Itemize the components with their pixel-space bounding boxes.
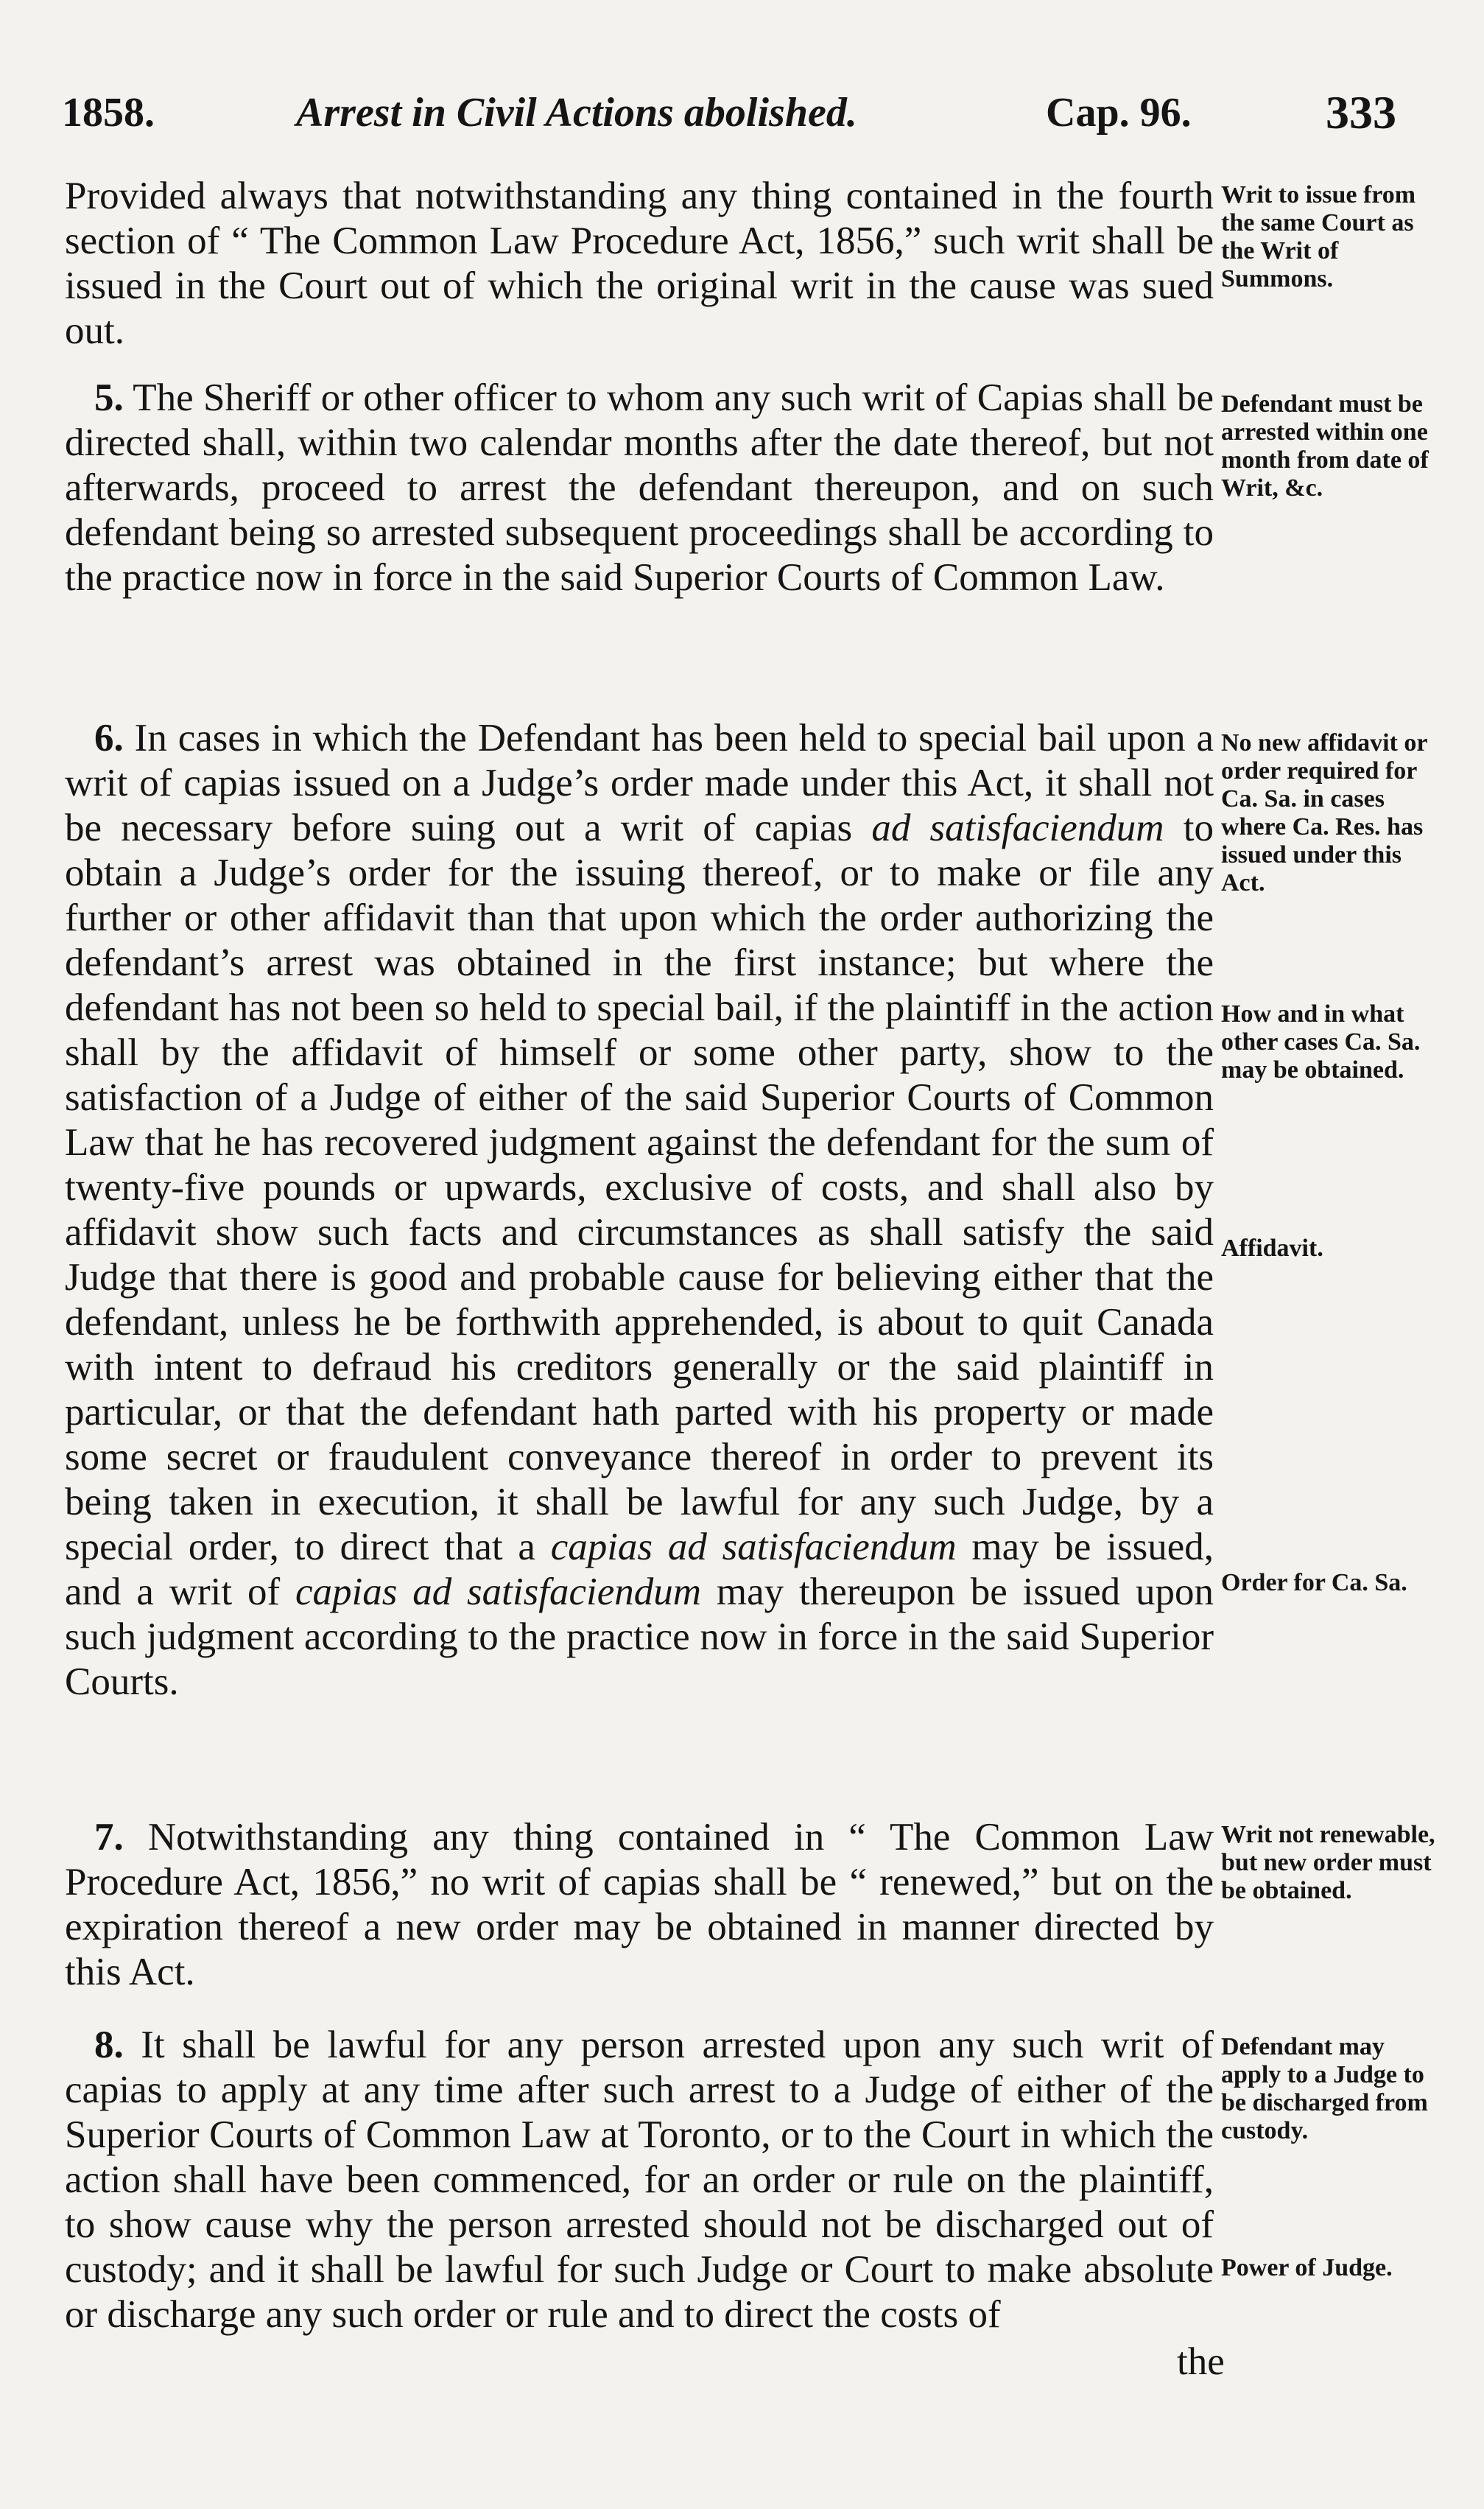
section-number: 5. <box>94 376 124 419</box>
margin-note: Writ not renewable, but new order must be obtained. <box>1221 1821 1435 1904</box>
margin-note: Defendant may apply to a Judge to be discharged from custody. <box>1221 2033 1428 2144</box>
paragraph-proviso <box>65 174 1214 354</box>
latin-term: ad satisfaciendum <box>871 807 1164 849</box>
margin-note: Order for Ca. Sa. <box>1221 1569 1407 1596</box>
header-chapter: Cap. 96. <box>1046 90 1192 136</box>
section-text-part: In cases in which the Defendant has been held to special bail upon a writ of capias issued on a Judge’s order made under this Act, it shall not be necessary before suing out a writ of capias <box>65 717 1214 849</box>
section-text-part: may thereupon be issued upon such judgment according to the practice now in force in the said Superior Courts. <box>65 1571 1214 1703</box>
section-number: 7. <box>94 1816 124 1859</box>
section-6 <box>65 716 1214 1705</box>
paragraph-text: Provided always that notwithstanding any thing contained in the fourth section of “ The Common Law Procedure Act, 1856,” such writ shall be issued in the Court out of which the original writ in the cause was sued out. <box>65 175 1214 352</box>
margin-note: No new affidavit or order required for Ca. Sa. in cases where Ca. Res. has issued under this Act. <box>1221 729 1427 896</box>
margin-note: How and in what other cases Ca. Sa. may be obtained. <box>1221 1000 1421 1084</box>
margin-note: Writ to issue from the same Court as the Writ of Summons. <box>1221 181 1416 292</box>
section-5 <box>65 376 1214 600</box>
running-head <box>62 80 1432 146</box>
section-number: 8. <box>94 2024 124 2066</box>
section-text-part: to obtain a Judge’s order for the issuing thereof, or to make or file any further or other affidavit than that upon which the order authorizing the defendant’s arrest was obtained in the first instance; but where the defendant has not been so held to special bail, if the plaintiff in the action shall by the affidavit of himself or some other party, show to the satisfaction of a Judge of either of the said Superior Courts of Common Law that he has recovered judgment against the defendant for the sum of twenty-five pounds or upwards, exclusive of costs, and shall also by affidavit show such facts and circumstances as shall satisfy the said Judge that there is good and probable cause for believing either that the defendant, unless he be forthwith apprehended, is about to quit Canada with intent to defraud his creditors generally or the said plaintiff in particular, or that the defendant hath parted with his property or made some secret or fraudulent conveyance thereof in order to prevent its being taken in execution, it shall be lawful for any such Judge, by a special order, to direct that a <box>65 807 1214 1568</box>
catchword: the <box>1177 2340 1225 2383</box>
section-text: The Sheriff or other officer to whom any such writ of Capias shall be directed shall, within two calendar months after the date thereof, but not afterwards, proceed to arrest the defendant thereupon, and on such defendant being so arrested subsequent proceedings shall be according to the practice now in force in the said Superior Courts of Common Law. <box>65 376 1214 599</box>
margin-note: Affidavit. <box>1221 1235 1323 1262</box>
page-number: 333 <box>1326 86 1396 138</box>
section-text: Notwithstanding any thing contained in “ The Common Law Procedure Act, 1856,” no writ of capias shall be “ renewed,” but on the expiration thereof a new order may be obtained in manner directed by this Act. <box>65 1816 1214 1993</box>
section-text: It shall be lawful for any person arrested upon any such writ of capias to apply at any time after such arrest to a Judge of either of the Superior Courts of Common Law at Toronto, or to the Court in which the action shall have been commenced, for an order or rule on the plaintiff, to show cause why the person arrested should not be discharged out of custody; and it shall be lawful for such Judge or Court to make absolute or discharge any such order or rule and to direct the costs of <box>65 2024 1214 2336</box>
margin-note: Power of Judge. <box>1221 2254 1393 2281</box>
section-7 <box>65 1815 1214 1995</box>
header-year: 1858. <box>62 90 155 136</box>
latin-term: capias ad satisfaciendum <box>295 1571 702 1613</box>
margin-note: Defendant must be arrested within one month from date of Writ, &c. <box>1221 390 1429 502</box>
section-number: 6. <box>94 717 124 759</box>
header-title: Arrest in Civil Actions abolished. <box>296 90 857 136</box>
section-text-part: may be issued, and a writ of <box>65 1526 1214 1613</box>
latin-term: capias ad satisfaciendum <box>550 1526 957 1568</box>
section-8 <box>65 2023 1214 2337</box>
